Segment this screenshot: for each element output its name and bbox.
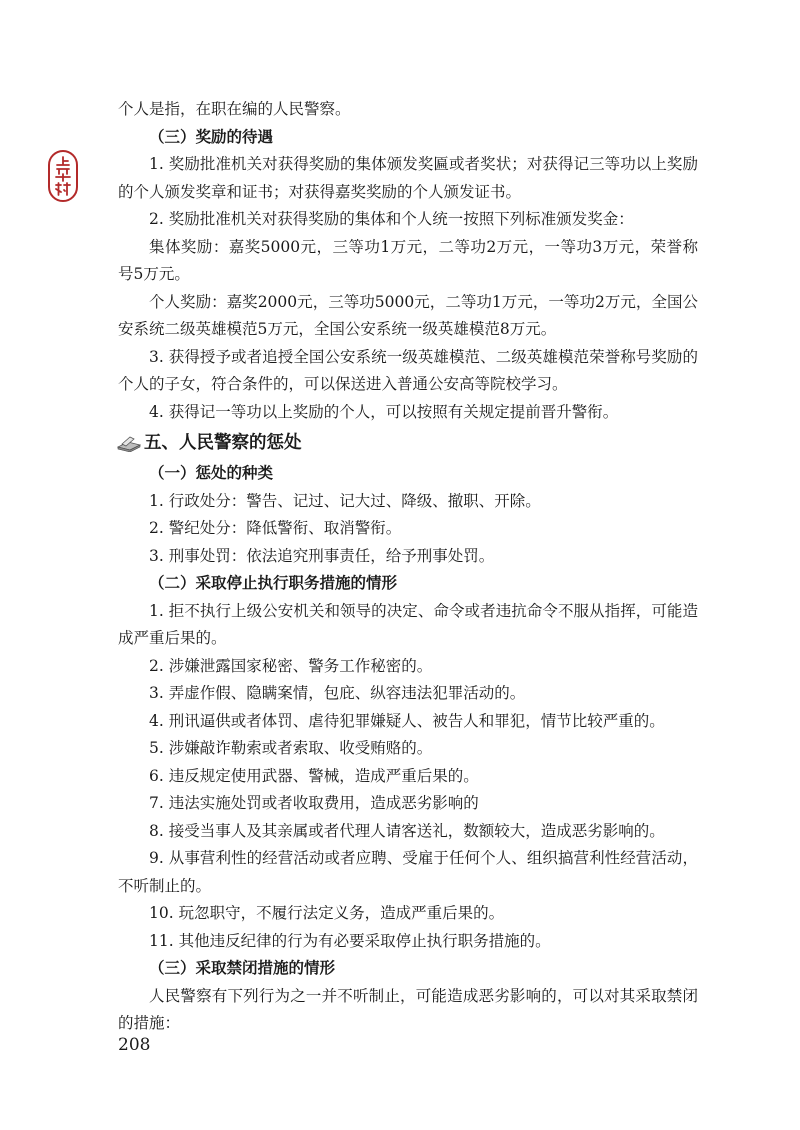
body-paragraph: 6. 违反规定使用武器、警械，造成严重后果的。	[149, 766, 479, 785]
body-paragraph: 4. 获得记一等功以上奖励的个人，可以按照有关规定提前晋升警衔。	[149, 402, 619, 421]
body-paragraph: 1. 行政处分：警告、记过、记大过、降级、撤职、开除。	[149, 491, 541, 510]
book-icon	[116, 434, 142, 452]
body-paragraph: 9. 从事营利性的经营活动或者应聘、受雇于任何个人、组织搞营利性经营活动，不听制止的。	[118, 849, 698, 895]
page-body	[118, 96, 698, 1038]
body-paragraph: 3. 获得授予或者追授全国公安系统一级英雄模范、二级英雄模范荣誉称号奖励的个人的子女，符合条件的，可以保送进入普通公安高等院校学习。	[118, 347, 698, 393]
body-paragraph: 个人奖励：嘉奖2000元，三等功5000元，二等功1万元，一等功2万元，全国公安系统二级英雄模范5万元，全国公安系统一级英雄模范8万元。	[118, 292, 698, 338]
body-paragraph: 1. 奖励批准机关对获得奖励的集体颁发奖匾或者奖状；对获得记三等功以上奖励的个人颁发奖章和证书；对获得嘉奖奖励的个人颁发证书。	[118, 155, 698, 201]
body-paragraph: 2. 涉嫌泄露国家秘密、警务工作秘密的。	[149, 656, 433, 675]
subsection-heading: （三）奖励的待遇	[149, 127, 274, 146]
body-paragraph: 10. 玩忽职守，不履行法定义务，造成严重后果的。	[149, 904, 505, 922]
body-paragraph: 11. 其他违反纪律的行为有必要采取停止执行职务措施的。	[149, 931, 551, 950]
page-number: 208	[118, 1035, 151, 1055]
body-paragraph: 5. 涉嫌敲诈勒索或者索取、收受贿赂的。	[149, 739, 433, 757]
publisher-seal	[48, 150, 78, 202]
body-paragraph: 7. 违法实施处罚或者收取费用，造成恶劣影响的	[149, 794, 479, 812]
body-paragraph: 个人是指，在职在编的人民警察。	[118, 100, 351, 118]
subsection-heading: （一）惩处的种类	[149, 464, 274, 482]
body-paragraph: 8. 接受当事人及其亲属或者代理人请客送礼，数额较大，造成恶劣影响的。	[149, 821, 665, 840]
subsection-heading: （二）采取停止执行职务措施的情形	[149, 574, 398, 592]
subsection-heading: （三）采取禁闭措施的情形	[149, 959, 336, 977]
body-paragraph: 1. 拒不执行上级公安机关和领导的决定、命令或者违抗命令不服从指挥，可能造成严重后果的。	[118, 601, 698, 647]
body-paragraph: 集体奖励：嘉奖5000元，三等功1万元，二等功2万元，一等功3万元，荣誉称号5万元。	[118, 237, 698, 283]
body-paragraph: 2. 警纪处分：降低警衔、取消警衔。	[149, 519, 402, 537]
section-heading-text: 五、人民警察的惩处	[144, 433, 302, 453]
body-paragraph: 人民警察有下列行为之一并不听制止，可能造成恶劣影响的，可以对其采取禁闭的措施：	[118, 986, 698, 1032]
body-paragraph: 4. 刑讯逼供或者体罚、虐待犯罪嫌疑人、被告人和罪犯，情节比较严重的。	[149, 711, 665, 730]
body-paragraph: 2. 奖励批准机关对获得奖励的集体和个人统一按照下列标准颁发奖金：	[149, 210, 634, 228]
body-paragraph: 3. 弄虚作假、隐瞒案情，包庇、纵容违法犯罪活动的。	[149, 684, 526, 702]
seal-glyph-icon	[52, 154, 74, 198]
body-paragraph: 3. 刑事处罚：依法追究刑事责任，给予刑事处罚。	[149, 546, 495, 565]
section-heading	[116, 428, 698, 458]
